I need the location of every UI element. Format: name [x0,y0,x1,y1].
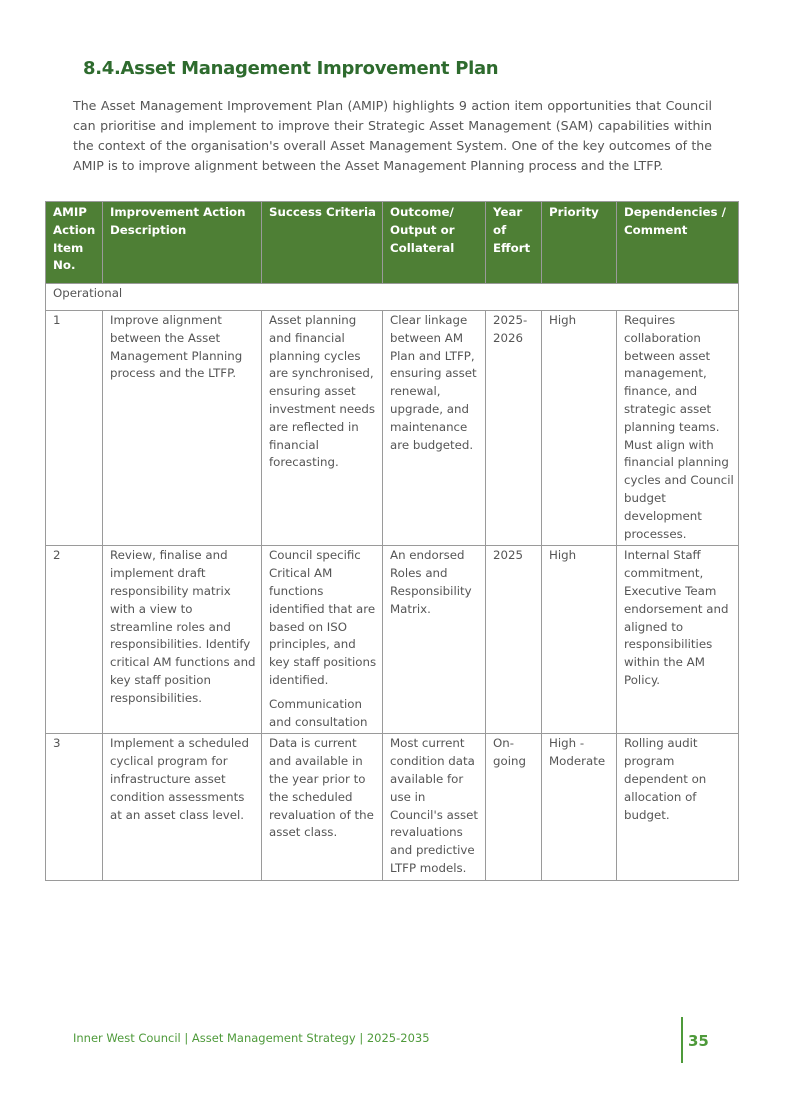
cell-year: 2025 [486,546,542,734]
table-row [46,734,739,880]
cell-item-no: 2 [46,546,103,734]
criteria-text: Data is current and available in the year prior to the scheduled revaluation of the asset class. [269,736,374,840]
table-header-row [46,202,739,284]
section-row [46,284,739,311]
cell-comment: Rolling audit program dependent on allocation of budget. [617,734,739,880]
cell-action: Improve alignment between the Asset Management Planning process and the LTFP. [103,311,262,546]
cell-outcome: Most current condition data available for use in Council's asset revaluations and predictive LTFP models. [383,734,486,880]
cell-action: Implement a scheduled cyclical program for infrastructure asset condition assessments at an asset class level. [103,734,262,880]
intro-paragraph: The Asset Management Improvement Plan (AMIP) highlights 9 action item opportunities that Council can prioritise and implement to improve their Strategic Asset Management (SAM) capabilities within the context of the organisation's overall Asset Management System. One of the key outcomes of the AMIP is to improve alignment between the Asset Management Planning process and the LTFP. [73,98,712,173]
cell-year: 2025-2026 [486,311,542,546]
footer-divider [681,1017,683,1063]
cell-criteria [262,546,383,734]
amip-table [45,201,739,881]
criteria-extra-text: Communication and consultation [269,696,368,729]
table-row [46,311,739,546]
col-header-outcome: Outcome/ Output or Collateral [383,202,486,284]
criteria-text: Council specific Critical AM functions identified that are based on ISO principles, and key staff positions identified. [269,548,377,687]
page-number: 35 [688,1032,709,1050]
cell-priority: High - Moderate [542,734,617,880]
col-header-priority: Priority [542,202,617,284]
cell-comment: Requires collaboration between asset management, finance, and strategic asset planning teams. Must align with financial planning cycles and Council budget development processes. [617,311,739,546]
col-header-item-no: AMIP Action Item No. [46,202,103,284]
section-heading: 8.4.Asset Management Improvement Plan [83,58,499,79]
cell-criteria [262,734,383,880]
cell-item-no: 3 [46,734,103,880]
cell-year: On-going [486,734,542,880]
cell-action: Review, finalise and implement draft responsibility matrix with a view to streamline roles and responsibilities. Identify critical AM functions and key staff position responsibilities. [103,546,262,734]
criteria-text: Asset planning and financial planning cycles are synchronised, ensuring asset investment needs are reflected in financial forecasting. [269,313,375,470]
footer-document-title: Inner West Council | Asset Management Strategy | 2025-2035 [73,1031,430,1045]
cell-priority: High [542,311,617,546]
col-header-criteria: Success Criteria [262,202,383,284]
cell-criteria [262,311,383,546]
cell-item-no: 1 [46,311,103,546]
col-header-action: Improvement Action Description [103,202,262,284]
table-row [46,546,739,734]
col-header-comment: Dependencies / Comment [617,202,739,284]
cell-outcome: An endorsed Roles and Responsibility Matrix. [383,546,486,734]
cell-outcome: Clear linkage between AM Plan and LTFP, ensuring asset renewal, upgrade, and maintenance are budgeted. [383,311,486,546]
col-header-year: Year of Effort [486,202,542,284]
cell-priority: High [542,546,617,734]
section-label: Operational [46,284,739,311]
cell-comment: Internal Staff commitment, Executive Team endorsement and aligned to responsibilities within the AM Policy. [617,546,739,734]
